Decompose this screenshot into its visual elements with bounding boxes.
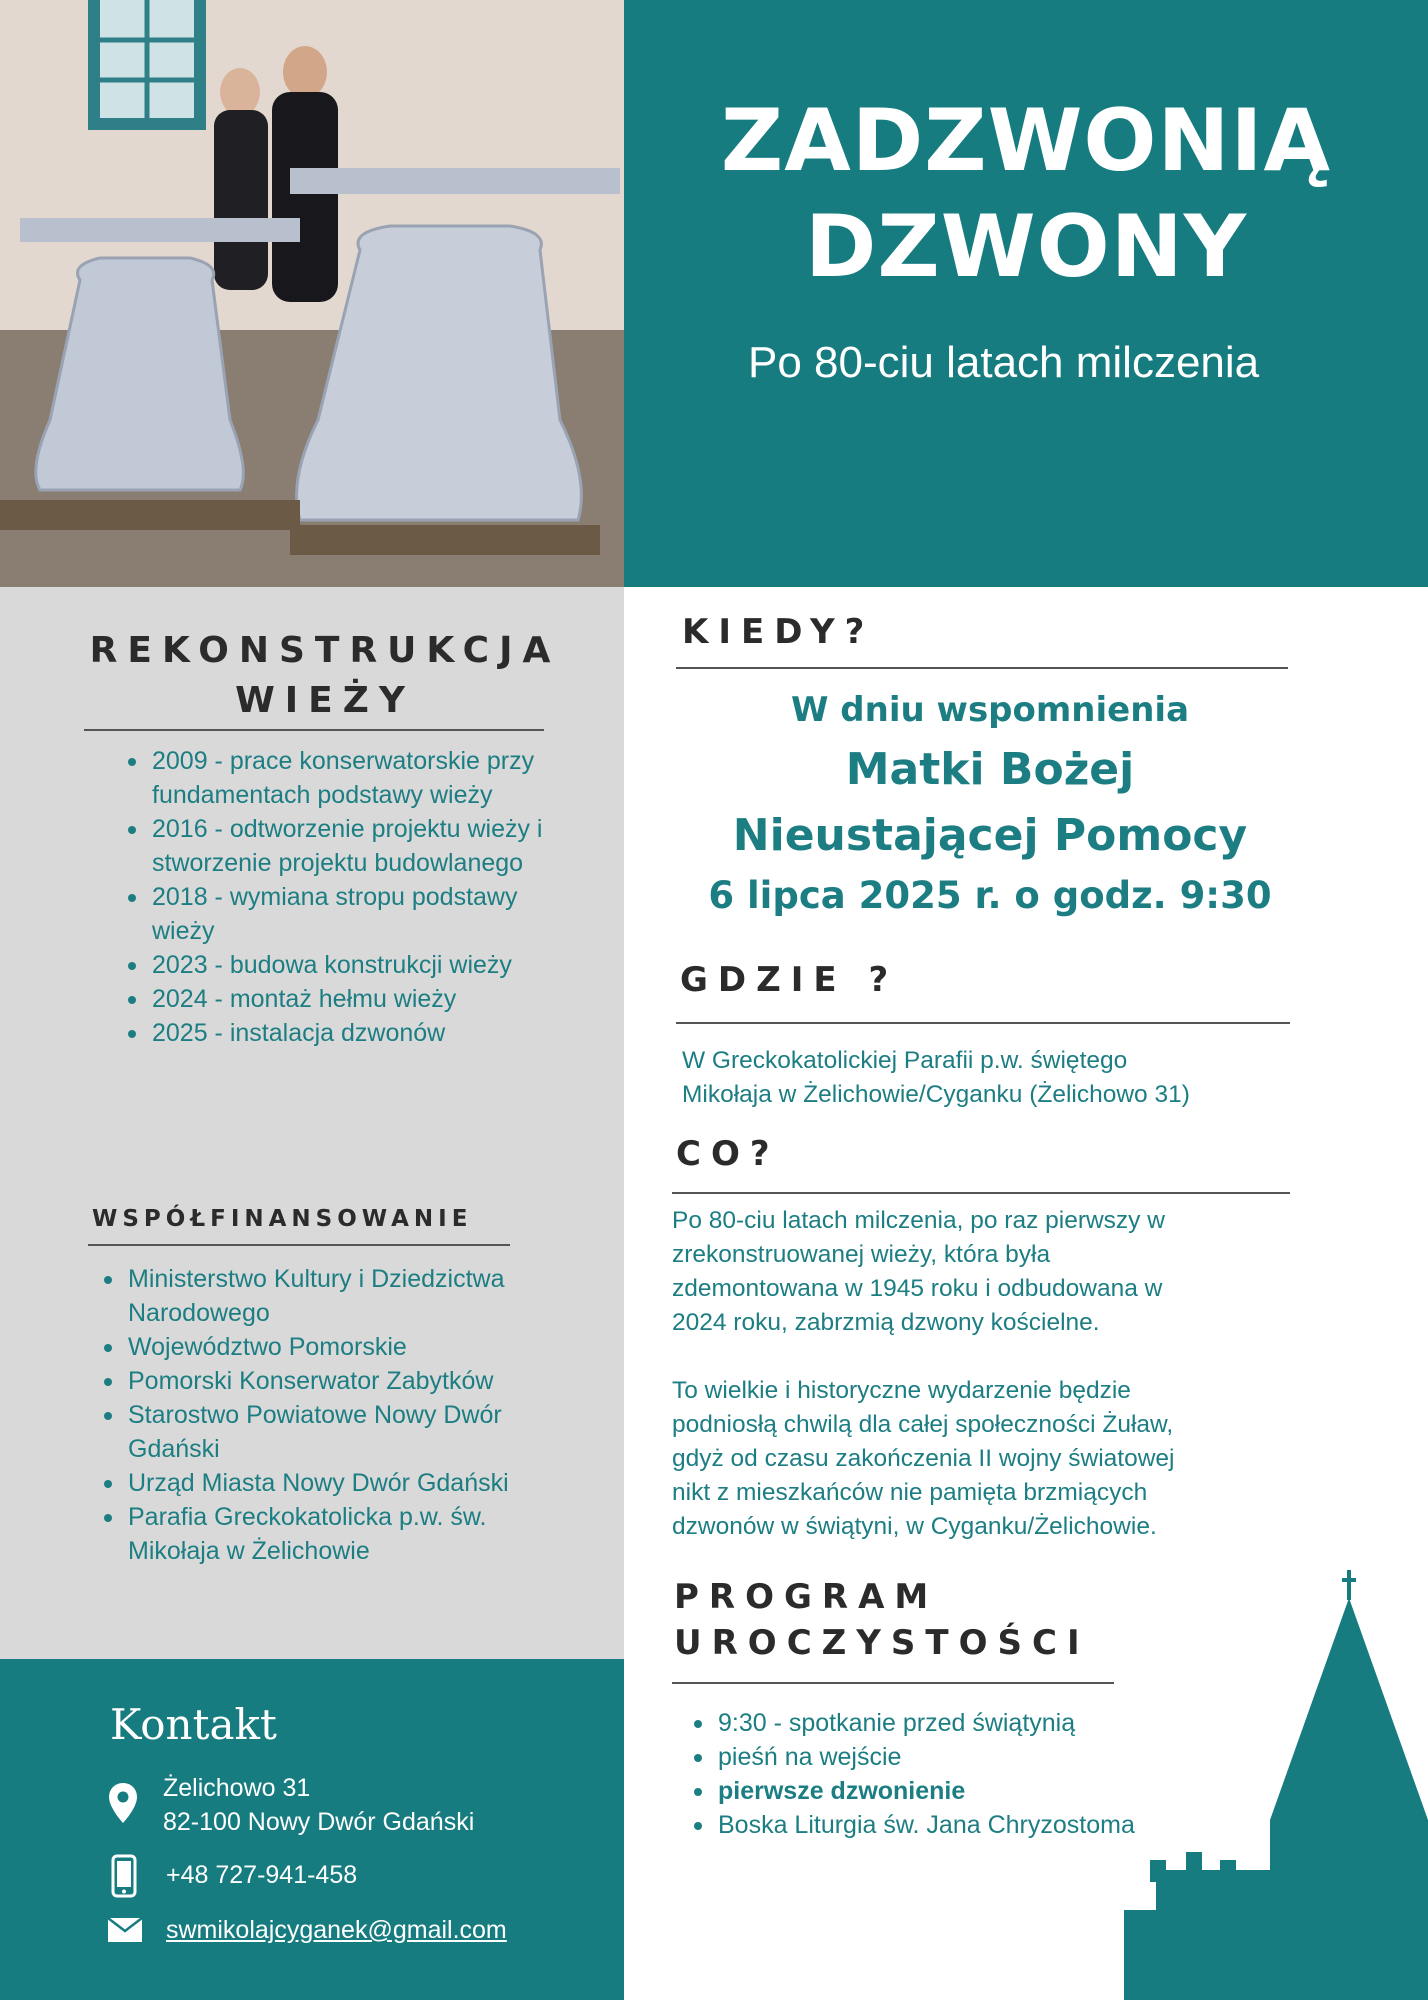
- list-item: 2009 - prace konserwatorskie przy fundamentach podstawy wieży: [124, 744, 564, 812]
- when-line4: 6 lipca 2025 r. o godz. 9:30: [708, 874, 1272, 917]
- envelope-icon: [108, 1918, 142, 1942]
- where-heading: GDZIE ?: [680, 960, 899, 1000]
- when-line3: Nieustającej Pomocy: [732, 810, 1248, 861]
- divider: [672, 1682, 1114, 1684]
- text-line: podniosłą chwilą dla całej społeczności Żuław,: [672, 1411, 1174, 1438]
- text-line: 2024 roku, zabrzmią dzwony kościelne.: [672, 1309, 1100, 1336]
- text-line: To wielkie i historyczne wydarzenie będzie: [672, 1377, 1131, 1404]
- hero-title-line1: ZADZWONIĄ: [720, 91, 1332, 191]
- what-paragraph-2: [672, 1374, 1312, 1544]
- hero-panel: [624, 0, 1428, 587]
- list-item: 2025 - instalacja dzwonów: [124, 1016, 564, 1050]
- text-line: zrekonstruowanej wieży, która była: [672, 1241, 1051, 1268]
- text-line: zdemontowana w 1945 roku i odbudowana w: [672, 1275, 1163, 1302]
- text-line: Po 80-ciu latach milczenia, po raz pierwszy w: [672, 1207, 1165, 1234]
- list-item: 2016 - odtworzenie projektu wieży i stworzenie projektu budowlanego: [124, 812, 564, 880]
- where-line2: Mikołaja w Żelichowie/Cyganku (Żelichowo 31): [682, 1081, 1190, 1108]
- list-item: Boska Liturgia św. Jana Chryzostoma: [690, 1808, 1250, 1842]
- program-heading-line1: PROGRAM: [674, 1577, 939, 1617]
- divider: [676, 667, 1288, 669]
- what-paragraph-1: [672, 1204, 1312, 1340]
- list-item: Starostwo Powiatowe Nowy Dwór Gdański: [100, 1398, 580, 1466]
- location-pin-icon: [108, 1782, 138, 1824]
- where-line1: W Greckokatolickiej Parafii p.w. świętego: [682, 1047, 1128, 1074]
- reconstruction-title: [70, 626, 580, 726]
- divider: [88, 1244, 510, 1246]
- reconstruction-title-line1: REKONSTRUKCJA: [89, 630, 561, 671]
- list-item: pierwsze dzwonienie: [690, 1774, 1250, 1808]
- cofinancing-list: [100, 1262, 580, 1568]
- hero-title-line2: DZWONY: [805, 197, 1247, 297]
- address-line1: Żelichowo 31: [163, 1774, 311, 1802]
- contact-email-link[interactable]: swmikolajcyganek@gmail.com: [166, 1916, 507, 1944]
- list-item: 2018 - wymiana stropu podstawy wieży: [124, 880, 564, 948]
- bells-photo-illustration: [0, 0, 624, 587]
- bells-photo: [0, 0, 624, 587]
- when-line1: W dniu wspomnienia: [790, 690, 1190, 730]
- divider: [672, 1192, 1290, 1194]
- address-line2: 82-100 Nowy Dwór Gdański: [163, 1808, 475, 1836]
- text-line: gdyż od czasu zakończenia II wojny światowej: [672, 1445, 1175, 1472]
- where-text: [682, 1044, 1302, 1112]
- reconstruction-list: [124, 744, 564, 1050]
- contact-phone: +48 727-941-458: [166, 1861, 358, 1889]
- list-item: Pomorski Konserwator Zabytków: [100, 1364, 580, 1398]
- phone-icon: [111, 1854, 137, 1898]
- reconstruction-title-line2: WIEŻY: [235, 680, 415, 721]
- church-silhouette-icon: [1120, 1570, 1428, 2000]
- list-item: Województwo Pomorskie: [100, 1330, 580, 1364]
- when-line2: Matki Bożej: [845, 744, 1135, 795]
- hero-subtitle: Po 80-ciu latach milczenia: [748, 338, 1260, 387]
- hero-title: [624, 88, 1428, 300]
- divider: [676, 1022, 1290, 1024]
- when-heading: KIEDY?: [682, 612, 875, 652]
- contact-title: Kontakt: [110, 1700, 277, 1749]
- what-heading: CO?: [676, 1134, 780, 1174]
- text-line: dzwonów w świątyni, w Cyganku/Żelichowie.: [672, 1513, 1157, 1540]
- text-line: nikt z mieszkańców nie pamięta brzmiących: [672, 1479, 1148, 1506]
- list-item: Urząd Miasta Nowy Dwór Gdański: [100, 1466, 580, 1500]
- contact-address: [163, 1771, 474, 1839]
- cofinancing-title: WSPÓŁFINANSOWANIE: [92, 1206, 473, 1232]
- list-item: pieśń na wejście: [690, 1740, 1250, 1774]
- list-item: 9:30 - spotkanie przed świątynią: [690, 1706, 1250, 1740]
- list-item: 2023 - budowa konstrukcji wieży: [124, 948, 564, 982]
- program-heading-line2: UROCZYSTOŚCI: [674, 1623, 1090, 1663]
- program-heading: [674, 1574, 1090, 1666]
- list-item: Ministerstwo Kultury i Dziedzictwa Narodowego: [100, 1262, 580, 1330]
- list-item: 2024 - montaż hełmu wieży: [124, 982, 564, 1016]
- list-item: Parafia Greckokatolicka p.w. św. Mikołaja w Żelichowie: [100, 1500, 580, 1568]
- divider: [84, 729, 544, 731]
